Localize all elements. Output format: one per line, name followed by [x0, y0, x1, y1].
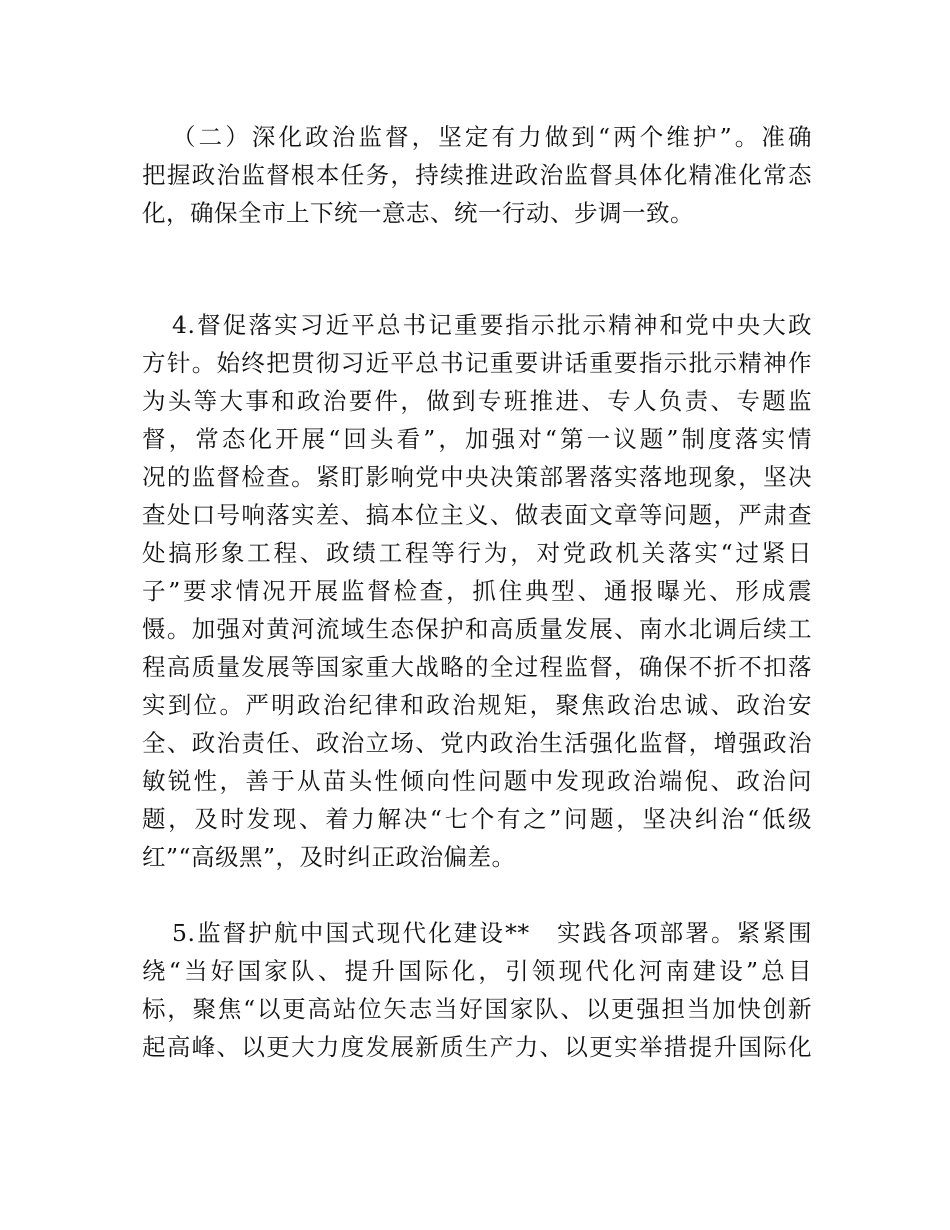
text-line: 慑。加强对黄河流域生态保护和高质量发展、南水北调后续工	[142, 615, 812, 643]
text-line: 方针。始终把贯彻习近平总书记重要讲话重要指示批示精神作	[142, 349, 812, 377]
text-line: 把握政治监督根本任务，持续推进政治监督具体化精准化常态	[142, 161, 812, 189]
text-line: 况的监督检查。紧盯影响党中央决策部署落实落地现象，坚决	[142, 463, 812, 491]
text-line: 程高质量发展等国家重大战略的全过程监督，确保不折不扣落	[142, 653, 812, 681]
text-line: 起高峰、以更大力度发展新质生产力、以更实举措提升国际化	[142, 1033, 812, 1061]
text-line: 5.监督护航中国式现代化建设** 实践各项部署。紧紧围	[172, 919, 812, 947]
text-line: 题，及时发现、着力解决“七个有之”问题，坚决纠治“低级	[142, 805, 812, 833]
text-line: 化，确保全市上下统一意志、统一行动、步调一致。	[142, 199, 694, 227]
text-line: 4.督促落实习近平总书记重要指示批示精神和党中央大政	[172, 311, 812, 339]
text-line: 子”要求情况开展监督检查，抓住典型、通报曝光、形成震	[142, 577, 812, 605]
text-line: 处搞形象工程、政绩工程等行为，对党政机关落实“过紧日	[142, 539, 812, 567]
text-line: 查处口号响落实差、搞本位主义、做表面文章等问题，严肃查	[142, 501, 812, 529]
text-line: 为头等大事和政治要件，做到专班推进、专人负责、专题监	[142, 387, 812, 415]
text-line: 绕“当好国家队、提升国际化，引领现代化河南建设”总目	[142, 957, 812, 985]
text-line: （二）深化政治监督，坚定有力做到“两个维护”。准确	[172, 123, 812, 151]
paragraph-political-supervision	[142, 118, 812, 232]
text-line: 实到位。严明政治纪律和政治规矩，聚焦政治忠诚、政治安	[142, 691, 812, 719]
text-line: 全、政治责任、政治立场、党内政治生活强化监督，增强政治	[142, 729, 812, 757]
text-line: 敏锐性，善于从苗头性倾向性问题中发现政治端倪、政治问	[142, 767, 812, 795]
text-line: 督，常态化开展“回头看”，加强对“第一议题”制度落实情	[142, 425, 812, 453]
text-line: 标，聚焦“以更高站位矢志当好国家队、以更强担当加快创新	[142, 995, 812, 1023]
paragraph-item-4	[142, 306, 812, 876]
paragraph-item-5	[142, 914, 812, 1066]
text-line: 红”“高级黑”，及时纠正政治偏差。	[142, 843, 516, 871]
